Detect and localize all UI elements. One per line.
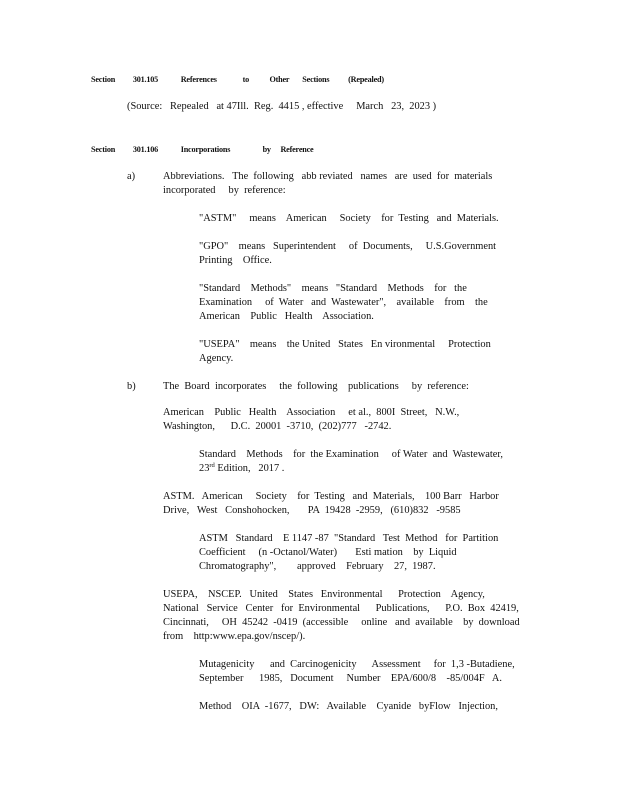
source-note: (Source: Repealed at 47Ill. Reg. 4415 , effective March 23, 2023 ) — [127, 101, 437, 112]
publication-butadiene — [199, 658, 515, 686]
section-301-105-heading — [91, 74, 384, 86]
text-line: from http:www.epa.gov/nscep/). — [163, 631, 306, 642]
edition-rest: Edition, 2017 . — [214, 463, 285, 474]
text-line: American Public Health Association. — [199, 311, 374, 322]
section-301-106-heading — [91, 144, 314, 156]
subsection-a-marker: a) — [127, 171, 136, 182]
text-line: American Public Health Association et al., 800I Street, N.W., — [163, 407, 460, 418]
text-line: "Standard Methods" means "Standard Methods for the — [199, 283, 467, 294]
section-title-word: Other — [269, 75, 290, 84]
section-number: 301.106 — [132, 145, 159, 154]
text-line: Printing Office. — [199, 255, 272, 266]
text-line: Examination of Water and Wastewater", available from the — [199, 297, 488, 308]
subsection-b-marker: b) — [127, 381, 136, 392]
text-line: incorporated by reference: — [163, 185, 286, 196]
text-line: Standard Methods for the Examination of Water and Wastewater, — [199, 449, 503, 460]
text-line: "GPO" means Superintendent of Documents, U.S.Government — [199, 241, 497, 252]
section-title-word: Sections — [302, 75, 330, 84]
publisher-apha — [163, 406, 459, 434]
section-number: 301.105 — [132, 75, 159, 84]
section-title-word: Incorporations — [180, 145, 231, 154]
section-title-word: (Repealed) — [348, 75, 384, 84]
section-title-word: by — [262, 145, 271, 154]
publication-astm-e1147 — [199, 532, 498, 574]
publisher-astm — [163, 490, 499, 518]
publisher-usepa-nscep — [163, 588, 520, 644]
text-line: Cincinnati, OH 45242 -0419 (accessible online and available by download — [163, 617, 520, 628]
text-line: Method OIA -1677, DW: Available Cyanide byFlow Injection, — [199, 701, 498, 712]
section-title-word: Reference — [280, 145, 314, 154]
definition-standard-methods — [199, 282, 488, 324]
subsection-b-intro: The Board incorporates the following publications by reference: — [163, 381, 469, 392]
publication-standard-methods — [199, 448, 503, 476]
section-label: Section — [91, 145, 116, 154]
text-line: September 1985, Document Number EPA/600/8 -85/004F A. — [199, 673, 502, 684]
text-line: "ASTM" means American Society for Testing and Materials. — [199, 213, 499, 224]
text-line: Drive, West Conshohocken, PA 19428 -2959, (610)832 -9585 — [163, 505, 461, 516]
section-title-word: References — [180, 75, 217, 84]
text-line: "USEPA" means the United States En vironmental Protection — [199, 339, 491, 350]
definition-usepa — [199, 338, 491, 366]
text-line: Chromatography", approved February 27, 1987. — [199, 561, 436, 572]
section-label: Section — [91, 75, 116, 84]
edition-line — [199, 462, 503, 476]
publication-method-oia-1677 — [199, 700, 498, 714]
text-line: Agency. — [199, 353, 234, 364]
subsection-a-intro — [163, 170, 499, 198]
text-line: Coefficient (n -Octanol/Water) Esti mation by Liquid — [199, 547, 457, 558]
edition-number: 23 — [199, 463, 210, 474]
text-line: USEPA, NSCEP. United States Environmental Protection Agency, — [163, 589, 485, 600]
definition-astm — [199, 212, 499, 226]
section-title-word: to — [242, 75, 249, 84]
text-line: National Service Center for Environmental Publications, P.O. Box 42419, — [163, 603, 519, 614]
text-line: Washington, D.C. 20001 -3710, (202)777 -2742. — [163, 421, 392, 432]
text-line: ASTM Standard E 1147 -87 "Standard Test Method for Partition — [199, 533, 499, 544]
text-line: Mutagenicity and Carcinogenicity Assessment for 1,3 -Butadiene, — [199, 659, 515, 670]
definition-gpo — [199, 240, 496, 268]
text-line: Abbreviations. The following abb reviated names are used for materials — [163, 171, 493, 182]
text-line: ASTM. American Society for Testing and Materials, 100 Barr Harbor — [163, 491, 499, 502]
edition-suffix: rd — [209, 462, 215, 469]
